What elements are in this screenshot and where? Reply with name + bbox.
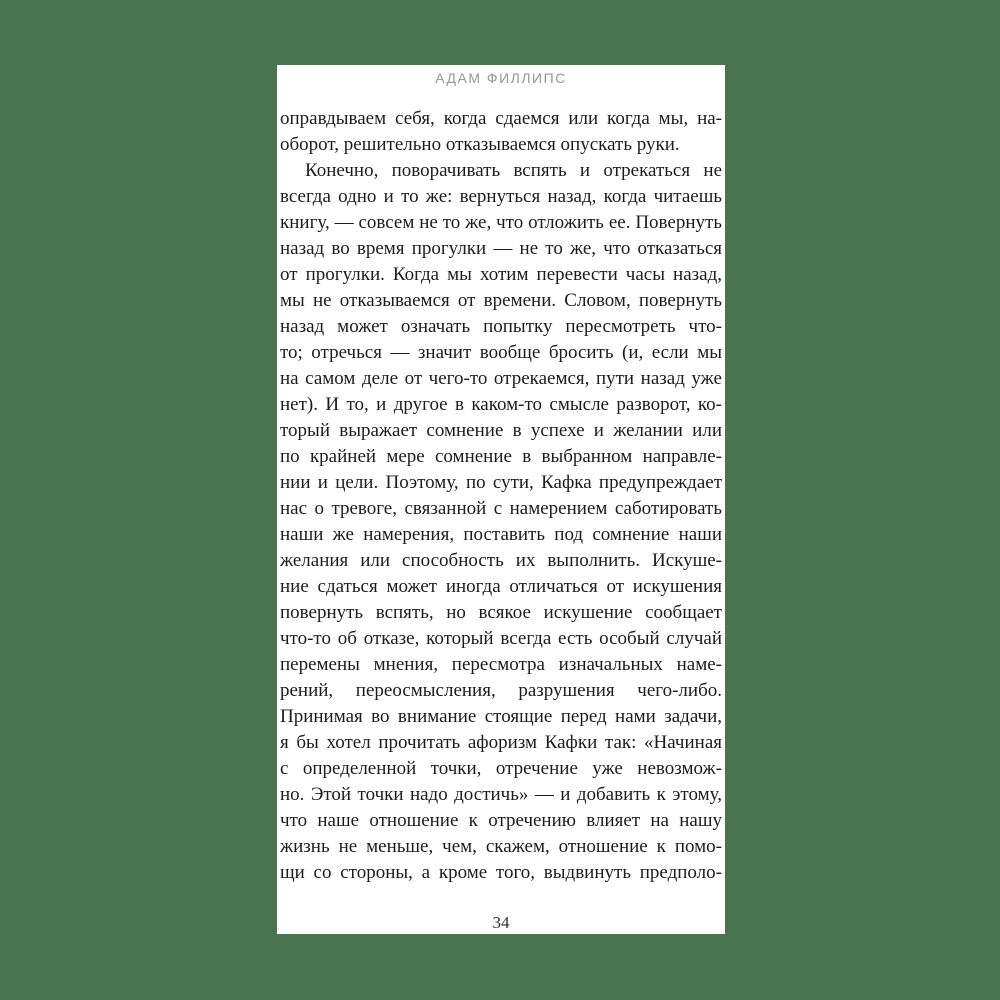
body-text-line: повернуть вспять, но всякое искушение сообщает — [280, 602, 722, 623]
body-text-line: то; отречься — значит вообще бросить (и, если мы — [280, 342, 722, 363]
body-text-line: что наше отношение к отречению влияет на нашу — [280, 810, 722, 831]
body-text-line: книгу, — совсем не то же, что отложить ее. Повернуть — [280, 212, 722, 233]
body-text-line: торый выражает сомнение в успехе и желании или — [280, 420, 722, 441]
body-text-line: оборот, решительно отказываемся опускать руки. — [280, 134, 680, 155]
body-text-line: нии и цели. Поэтому, по сути, Кафка предупреждает — [280, 472, 722, 493]
body-text-line: наши же намерения, поставить под сомнение наши — [280, 524, 722, 545]
body-text-block — [277, 106, 725, 886]
body-text-line: мы не отказываемся от времени. Словом, повернуть — [280, 290, 722, 311]
book-page — [277, 65, 725, 934]
body-text-line: что-то об отказе, который всегда есть особый случай — [280, 628, 722, 649]
page-number: 34 — [492, 913, 510, 932]
body-text-line: всегда одно и то же: вернуться назад, когда читаешь — [280, 186, 722, 207]
body-text-line: Конечно, поворачивать вспять и отрекаться не — [305, 160, 722, 181]
body-text-line: я бы хотел прочитать афоризм Кафки так: «Начиная — [280, 732, 722, 753]
running-header: АДАМ ФИЛЛИПС — [435, 70, 567, 86]
body-text-line: оправдываем себя, когда сдаемся или когда мы, на- — [280, 108, 722, 129]
body-text-line: назад во время прогулки — не то же, что отказаться — [280, 238, 722, 259]
body-text-line: ние сдаться может иногда отличаться от искушения — [280, 576, 722, 597]
body-text-line: перемены мнения, пересмотра изначальных наме- — [280, 654, 722, 675]
body-text-line: но. Этой точки надо достичь» — и добавить к этому, — [280, 784, 722, 805]
body-text-line: с определенной точки, отречение уже невозмож- — [280, 758, 722, 779]
body-text-line: по крайней мере сомнение в выбранном направле- — [280, 446, 722, 467]
body-text-line: от прогулки. Когда мы хотим перевести часы назад, — [280, 264, 722, 285]
body-text-line: нас о тревоге, связанной с намерением саботировать — [280, 498, 722, 519]
body-text-line: нет). И то, и другое в каком-то смысле разворот, ко- — [280, 394, 722, 415]
body-text-line: желания или способность их выполнить. Искуше- — [280, 550, 722, 571]
body-text-line: рений, переосмысления, разрушения чего-либо. — [280, 680, 722, 701]
body-text-line: щи со стороны, а кроме того, выдвинуть предполо- — [280, 862, 722, 883]
body-text-line: на самом деле от чего-то отрекаемся, пути назад уже — [280, 368, 722, 389]
body-text-line: назад может означать попытку пересмотреть что- — [280, 316, 722, 337]
body-text-line: жизнь не меньше, чем, скажем, отношение к помо- — [280, 836, 722, 857]
body-text-line: Принимая во внимание стоящие перед нами задачи, — [280, 706, 722, 727]
